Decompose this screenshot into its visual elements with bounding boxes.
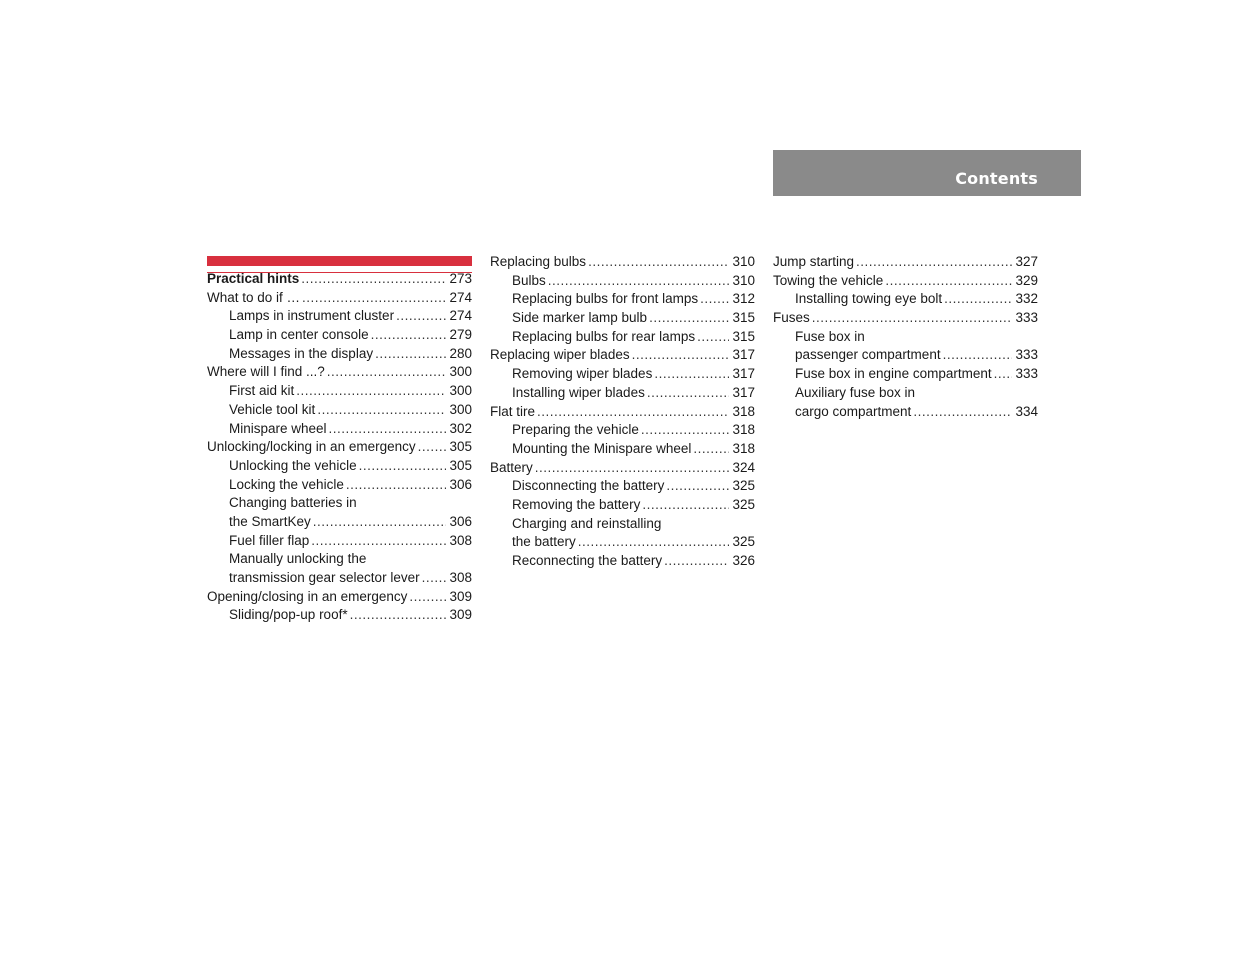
- toc-entry[interactable]: [490, 533, 755, 552]
- toc-entry-page-number: 317: [732, 366, 755, 382]
- toc-entry-label: Side marker lamp bulb: [512, 310, 648, 326]
- toc-entry-page-number: 325: [732, 496, 755, 512]
- dot-leader: [371, 326, 447, 345]
- toc-entry-label: Reconnecting the battery: [512, 553, 663, 568]
- toc-entry-label: transmission gear selector lever: [229, 570, 420, 585]
- toc-entry-label: Removing the battery: [512, 496, 641, 512]
- toc-entry-page-number: 305: [449, 457, 472, 473]
- toc-entry[interactable]: [207, 457, 472, 476]
- dot-leader: [329, 420, 447, 439]
- dot-leader: [812, 309, 1013, 328]
- toc-entry-page-number: 334: [1015, 403, 1038, 419]
- toc-entry[interactable]: [207, 606, 472, 625]
- toc-entry-label: cargo compartment: [795, 403, 912, 419]
- toc-entry[interactable]: [490, 290, 755, 309]
- toc-entry-label: Unlocking/locking in an emergency: [207, 439, 416, 455]
- dot-leader: [697, 328, 729, 347]
- toc-entry-label: What to do if …: [207, 289, 301, 305]
- toc-column-2: [490, 253, 755, 571]
- toc-column-1: [207, 270, 472, 625]
- toc-entry-page-number: 326: [732, 553, 755, 568]
- toc-entry-page-number: 300: [449, 401, 472, 417]
- toc-entry[interactable]: [773, 403, 1038, 422]
- toc-entry-label: Replacing bulbs: [490, 254, 587, 269]
- toc-entry-page-number: 333: [1015, 366, 1038, 382]
- toc-entry-page-number: 327: [1015, 254, 1038, 269]
- dot-leader: [647, 384, 730, 403]
- dot-leader: [359, 457, 447, 476]
- dot-leader: [535, 459, 730, 478]
- dot-leader: [642, 496, 729, 515]
- dot-leader: [649, 309, 729, 328]
- toc-entry: [773, 328, 1038, 347]
- toc-entry-page-number: 309: [449, 607, 472, 623]
- toc-entry-page-number: 318: [732, 440, 755, 456]
- toc-entry[interactable]: [490, 459, 755, 478]
- toc-entry[interactable]: [490, 440, 755, 459]
- dot-leader: [302, 289, 446, 308]
- toc-entry-label: Manually unlocking the: [229, 551, 367, 567]
- toc-entry-label: Practical hints: [207, 271, 300, 286]
- toc-entry-page-number: 325: [732, 478, 755, 494]
- dot-leader: [396, 307, 446, 326]
- toc-entry-page-number: 306: [449, 476, 472, 492]
- toc-entry-label: Where will I find ...?: [207, 364, 325, 380]
- dot-leader: [409, 588, 446, 607]
- toc-entry-label: Fuses: [773, 310, 810, 326]
- toc-entry[interactable]: [490, 253, 755, 272]
- toc-entry-page-number: 315: [732, 328, 755, 344]
- toc-entry[interactable]: [207, 420, 472, 439]
- toc-entry-label: Flat tire: [490, 403, 536, 419]
- toc-entry-label: Auxiliary fuse box in: [795, 384, 916, 400]
- toc-entry-page-number: 315: [732, 310, 755, 326]
- section-header-bar: [773, 150, 1081, 196]
- toc-entry-page-number: 274: [449, 289, 472, 305]
- toc-column-3: [773, 253, 1038, 421]
- toc-entry: [207, 494, 472, 513]
- toc-entry-label: Bulbs: [512, 272, 546, 288]
- toc-entry[interactable]: [490, 346, 755, 365]
- dot-leader: [913, 403, 1012, 422]
- dot-leader: [578, 533, 730, 552]
- dot-leader: [548, 272, 730, 291]
- toc-entry[interactable]: [207, 345, 472, 364]
- toc-entry[interactable]: [773, 290, 1038, 309]
- toc-entry[interactable]: [773, 272, 1038, 291]
- toc-entry-page-number: 306: [449, 513, 472, 529]
- dot-leader: [944, 290, 1012, 309]
- toc-entry[interactable]: [773, 253, 1038, 272]
- toc-entry-label: Opening/closing in an emergency: [207, 588, 408, 604]
- toc-entry-page-number: 310: [732, 272, 755, 288]
- toc-entry: [773, 384, 1038, 403]
- dot-leader: [664, 552, 729, 571]
- toc-entry[interactable]: [490, 384, 755, 403]
- dot-leader: [693, 440, 729, 459]
- toc-entry: [490, 515, 755, 534]
- dot-leader: [313, 513, 447, 532]
- dot-leader: [666, 477, 729, 496]
- toc-entry[interactable]: [490, 496, 755, 515]
- toc-entry[interactable]: [207, 532, 472, 551]
- dot-leader: [375, 345, 446, 364]
- dot-leader: [994, 365, 1013, 384]
- toc-entry-page-number: 305: [449, 439, 472, 455]
- toc-entry-page-number: 300: [449, 383, 472, 399]
- toc-entry[interactable]: [490, 552, 755, 571]
- toc-entry[interactable]: [207, 307, 472, 326]
- toc-entry[interactable]: [207, 401, 472, 420]
- toc-entry-label: Changing batteries in: [229, 495, 357, 511]
- toc-entry[interactable]: [207, 382, 472, 401]
- dot-leader: [632, 346, 730, 365]
- toc-entry[interactable]: [773, 309, 1038, 328]
- toc-entry-label: passenger compartment: [795, 347, 941, 363]
- dot-leader: [418, 438, 447, 457]
- dot-leader: [943, 346, 1013, 365]
- toc-entry-page-number: 317: [732, 347, 755, 363]
- dot-leader: [422, 569, 447, 588]
- dot-leader: [654, 365, 729, 384]
- toc-entry-label: Replacing bulbs for rear lamps: [512, 328, 696, 344]
- toc-entry[interactable]: [490, 328, 755, 347]
- toc-entry-label: Preparing the vehicle: [512, 422, 639, 438]
- toc-entry[interactable]: [207, 569, 472, 588]
- toc-entry-page-number: 329: [1015, 272, 1038, 288]
- toc-entry[interactable]: [207, 363, 472, 382]
- toc-entry[interactable]: [207, 513, 472, 532]
- toc-entry-page-number: 324: [732, 459, 755, 475]
- toc-entry-label: Lamp in center console: [229, 327, 369, 343]
- toc-entry-page-number: 333: [1015, 310, 1038, 326]
- toc-entry-label: Locking the vehicle: [229, 476, 344, 492]
- toc-entry[interactable]: [490, 421, 755, 440]
- toc-entry-page-number: 332: [1015, 291, 1038, 307]
- toc-entry-page-number: 310: [732, 254, 755, 269]
- toc-entry-page-number: 280: [449, 345, 472, 361]
- toc-entry-page-number: 308: [449, 532, 472, 548]
- toc-entry[interactable]: [207, 438, 472, 457]
- toc-entry-page-number: 273: [449, 271, 472, 286]
- toc-entry-page-number: 317: [732, 384, 755, 400]
- toc-entry-label: Mounting the Minispare wheel: [512, 440, 692, 456]
- toc-entry-label: Installing wiper blades: [512, 384, 645, 400]
- toc-entry-page-number: 312: [732, 291, 755, 307]
- dot-leader: [537, 403, 729, 422]
- toc-entry[interactable]: [773, 365, 1038, 384]
- toc-entry-label: Replacing wiper blades: [490, 347, 630, 363]
- toc-entry[interactable]: [490, 309, 755, 328]
- dot-leader: [856, 253, 1012, 272]
- dot-leader: [588, 253, 729, 272]
- toc-entry: [207, 550, 472, 569]
- dot-leader: [327, 363, 447, 382]
- toc-entry-page-number: 308: [449, 570, 472, 585]
- dot-leader: [311, 532, 446, 551]
- toc-entry-page-number: 279: [449, 327, 472, 343]
- toc-entry[interactable]: [773, 346, 1038, 365]
- toc-entry-label: Fuse box in: [795, 328, 865, 344]
- dot-leader: [317, 401, 446, 420]
- toc-entry[interactable]: [490, 403, 755, 422]
- toc-entry-label: Sliding/pop-up roof*: [229, 607, 348, 623]
- toc-entry-label: First aid kit: [229, 383, 295, 399]
- toc-entry-label: Minispare wheel: [229, 420, 327, 436]
- toc-entry-label: Disconnecting the battery: [512, 478, 665, 494]
- toc-entry-page-number: 300: [449, 364, 472, 380]
- toc-entry-label: Unlocking the vehicle: [229, 457, 357, 473]
- toc-entry-page-number: 302: [449, 420, 472, 436]
- toc-entry-label: Lamps in instrument cluster: [229, 308, 395, 324]
- dot-leader: [700, 290, 729, 309]
- toc-entry-label: Fuel filler flap: [229, 532, 310, 548]
- toc-entry-label: Charging and reinstalling: [512, 515, 662, 531]
- toc-entry[interactable]: [207, 476, 472, 495]
- toc-entry-label: the battery: [512, 534, 576, 550]
- section-title: Contents: [955, 169, 1038, 188]
- dot-leader: [296, 382, 446, 401]
- toc-entry[interactable]: [490, 272, 755, 291]
- dot-leader: [641, 421, 730, 440]
- toc-entry-label: Installing towing eye bolt: [795, 291, 943, 307]
- toc-entry-label: Vehicle tool kit: [229, 401, 316, 417]
- toc-entry-page-number: 333: [1015, 347, 1038, 363]
- dot-leader: [346, 476, 447, 495]
- toc-entry-label: Battery: [490, 459, 533, 475]
- toc-entry[interactable]: [490, 477, 755, 496]
- toc-entry[interactable]: [207, 270, 472, 289]
- toc-entry-page-number: 318: [732, 403, 755, 419]
- dot-leader: [350, 606, 447, 625]
- dot-leader: [885, 272, 1012, 291]
- toc-entry-page-number: 325: [732, 534, 755, 550]
- toc-entry-label: Towing the vehicle: [773, 272, 884, 288]
- toc-entry-label: the SmartKey: [229, 513, 311, 529]
- toc-entry[interactable]: [207, 289, 472, 308]
- section-accent-bar: [207, 256, 472, 266]
- toc-entry-page-number: 318: [732, 422, 755, 438]
- toc-entry[interactable]: [207, 588, 472, 607]
- dot-leader: [301, 270, 446, 289]
- toc-entry-label: Messages in the display: [229, 345, 374, 361]
- toc-entry-label: Replacing bulbs for front lamps: [512, 291, 699, 307]
- toc-entry[interactable]: [207, 326, 472, 345]
- toc-entry-page-number: 309: [449, 588, 472, 604]
- toc-entry-page-number: 274: [449, 308, 472, 324]
- toc-entry-label: Removing wiper blades: [512, 366, 653, 382]
- toc-entry-label: Jump starting: [773, 254, 855, 269]
- toc-entry[interactable]: [490, 365, 755, 384]
- toc-entry-label: Fuse box in engine compartment: [795, 366, 992, 382]
